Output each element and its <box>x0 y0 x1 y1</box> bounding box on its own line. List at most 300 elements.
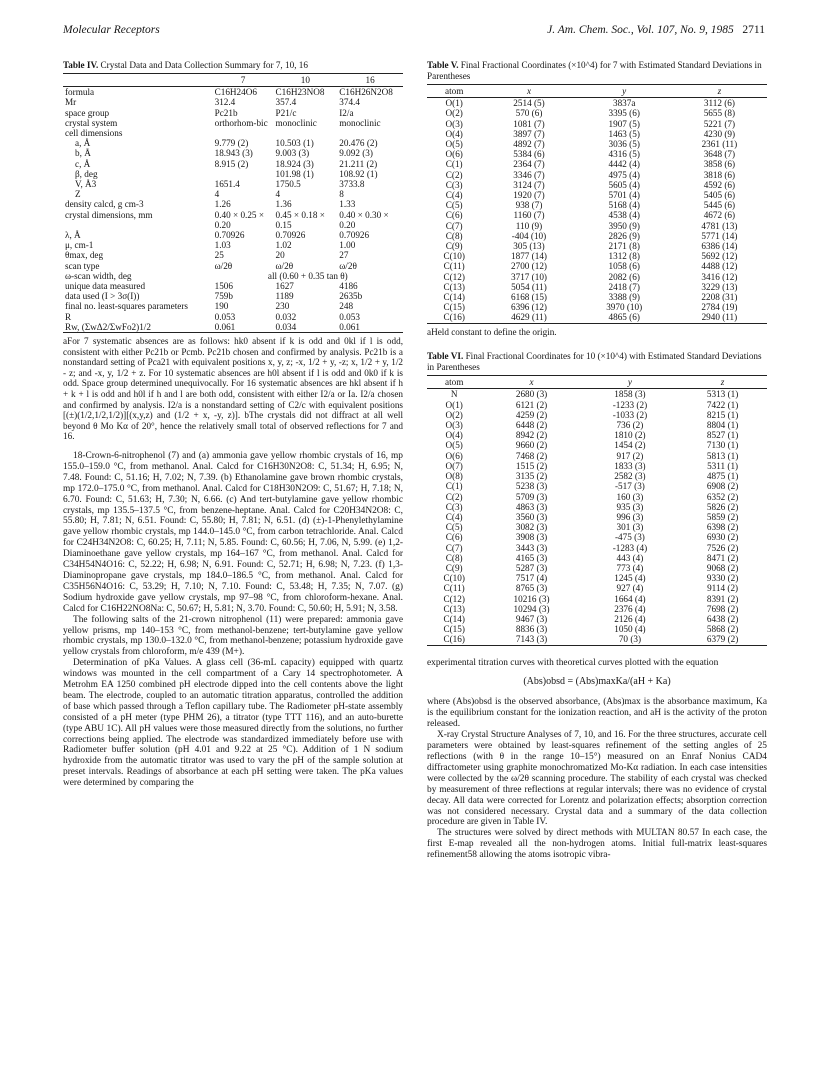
table5-cell: 5221 (7) <box>703 118 736 129</box>
table6-cell: 6438 (2) <box>706 613 739 624</box>
table6-cell: 4875 (1) <box>706 471 739 482</box>
journal-volume: Vol. 107, No. 9, 1985 <box>636 24 734 36</box>
table5-row <box>427 261 767 271</box>
table6-row <box>427 410 767 420</box>
table6-cell: 2582 (3) <box>614 471 646 482</box>
table5-cell: C(10) <box>443 251 465 262</box>
table4-cell: θmax, deg <box>65 250 104 261</box>
table5-cell: 5605 (4) <box>608 179 640 190</box>
table4-cell: 0.061 <box>213 322 274 333</box>
table5-cell: C(4) <box>445 190 463 201</box>
table5-cell: 938 (7) <box>515 200 543 211</box>
table4-cell: C16H24O6 <box>214 87 257 98</box>
table5-cell: C(14) <box>443 292 465 303</box>
table4-cell: 357.4 <box>275 97 297 108</box>
table5-cell: 2940 (11) <box>672 312 767 323</box>
right-paragraph-3: X-ray Crystal Structure Analyses of 7, 10, and 16. For the three structures, accurate cell parameters were obtained by least-squares refinement of the setting angles of 25 reflections (with θ in the range 10–15°) measured on an Enraf Nonius CAD4 diffractometer using graphite monochromatized Mo-Kα radiation. In each case intensities were collected by the ω/2θ scanning procedure. The stability of each crystal was checked by measurement of three reflections at regular intervals; there was no evidence of crystal decay. All data were corrected for Lorentz and polarization effects; absorption correction was not considered necessary. Crystal data and a summary of the data collection procedure are given in Table IV. <box>427 730 767 828</box>
table5-cell: 4865 (6) <box>577 312 672 323</box>
table4-cell: I2/a <box>339 107 354 118</box>
table6-cell: 1515 (2) <box>515 460 548 471</box>
table6-cell: 5238 (3) <box>515 481 548 492</box>
table5-cell: 3818 (6) <box>703 169 736 180</box>
table6-cell: 8391 (2) <box>706 593 739 604</box>
table5-cell: 5692 (12) <box>701 251 738 262</box>
table5-cell: 3124 (7) <box>513 179 545 190</box>
table6-cell: 5813 (1) <box>706 450 739 461</box>
table5-cell: 2700 (12) <box>511 261 547 272</box>
right-paragraph-1: experimental titration curves with theoretical curves plotted with the equation <box>427 657 719 668</box>
table6-cell: 8765 (3) <box>515 583 548 594</box>
table5-cell: 3648 (7) <box>703 149 736 160</box>
table6-row <box>427 451 767 461</box>
table4-cell: 27 <box>339 250 349 261</box>
table6-cell: 5709 (3) <box>515 491 548 502</box>
table6-cell: 6448 (2) <box>515 420 548 431</box>
table6-row <box>427 502 767 512</box>
table4-cell: scan type <box>65 260 100 271</box>
table4-cell: 4186 <box>339 281 358 292</box>
table5-cell: C(13) <box>443 281 465 292</box>
table6-column-header: y <box>582 376 678 389</box>
table6-cell: 6352 (2) <box>706 491 739 502</box>
table4-cell: 9.003 (3) <box>275 148 310 159</box>
table4-cell: 0.40 × 0.30 × 0.20 <box>339 209 389 230</box>
table4-cell: b, Å <box>75 148 91 159</box>
table5-cell: 2784 (19) <box>701 302 738 313</box>
table5-cell: 1058 (6) <box>608 261 640 272</box>
table4-cell: 1506 <box>214 281 233 292</box>
table5-column-header: x <box>481 85 576 98</box>
table6-cell: 6379 (2) <box>678 634 767 645</box>
table4-cell: 1.02 <box>275 240 292 251</box>
table6-cell: 4863 (3) <box>515 501 548 512</box>
table6-cell: 6398 (2) <box>706 522 739 533</box>
table6-row <box>427 573 767 583</box>
table5-cell: 1877 (14) <box>511 251 547 262</box>
table4-cell: Rw, (ΣwΔ2/ΣwFo2)1/2 <box>63 322 213 333</box>
table4-cell: 248 <box>339 301 354 312</box>
table5-cell: 5771 (14) <box>701 230 738 241</box>
table6-cell: 6908 (2) <box>706 481 739 492</box>
table6-row <box>427 400 767 410</box>
table5-cell: C(2) <box>445 169 463 180</box>
table5-row <box>427 180 767 190</box>
table4-row <box>63 199 403 209</box>
table6-cell: 3135 (2) <box>515 471 548 482</box>
table6-cell: 160 (3) <box>616 491 644 502</box>
table5-cell: 4538 (4) <box>608 210 640 221</box>
table5-cell: 4975 (4) <box>608 169 640 180</box>
table5-row <box>427 108 767 118</box>
table6-cell: C(11) <box>443 583 465 594</box>
table6-row <box>427 553 767 563</box>
table5-row <box>427 312 767 323</box>
table4-cell: 18.943 (3) <box>214 148 253 159</box>
table5-cell: 4781 (13) <box>701 220 738 231</box>
table5-cell: 1463 (5) <box>608 128 640 139</box>
table4-row <box>63 230 403 240</box>
table6-row <box>427 532 767 542</box>
table4-cell: 21.211 (2) <box>339 158 378 169</box>
table6-cell: 8471 (2) <box>706 552 739 563</box>
table4-cell: 230 <box>275 301 290 312</box>
table4-column-header: 16 <box>337 74 403 87</box>
table5-cell: 5655 (8) <box>703 108 736 119</box>
table6-row <box>427 522 767 532</box>
table5-row <box>427 231 767 241</box>
table6-cell: C(1) <box>445 481 463 492</box>
table6-cell: -1233 (2) <box>612 399 648 410</box>
table5-cell: 4488 (12) <box>701 261 738 272</box>
table4-cell: 1.03 <box>214 240 231 251</box>
table4-cell: Mr <box>65 97 77 108</box>
table5-cell: 5445 (6) <box>703 200 736 211</box>
table4-cell <box>213 128 274 138</box>
table5-row <box>427 251 767 261</box>
table6-cell: 7698 (2) <box>706 603 739 614</box>
table4 <box>63 73 403 333</box>
table6-cell: 5311 (1) <box>707 460 739 471</box>
table4-cell: ω/2θ <box>214 260 233 271</box>
table6-cell: 7526 (2) <box>706 542 739 553</box>
table5-cell: C(7) <box>445 220 463 231</box>
table5-cell: 3717 (10) <box>511 271 547 282</box>
table5-cell: 4316 (5) <box>608 149 640 160</box>
table4-row <box>63 250 403 260</box>
table5-cell: 2514 (5) <box>513 98 545 109</box>
table5-cell: 1081 (7) <box>513 118 545 129</box>
running-header-left: Molecular Receptors <box>63 24 160 36</box>
table6-cell: 1833 (3) <box>614 460 646 471</box>
table4-cell: 0.061 <box>337 322 403 333</box>
table4-cell <box>337 128 403 138</box>
left-body-text <box>63 451 403 789</box>
table6-cell: C(12) <box>443 593 465 604</box>
table5-cell: 6386 (14) <box>701 241 738 252</box>
table5-cell: 1920 (7) <box>513 190 545 201</box>
table4-cell: 1627 <box>275 281 294 292</box>
table4-cell: crystal dimensions, mm <box>65 209 153 220</box>
table4-cell: 8 <box>339 189 344 200</box>
table5-cell: 1160 (7) <box>513 210 545 221</box>
table4-row <box>63 159 403 169</box>
table4-cell: 0.034 <box>274 322 338 333</box>
table6-row <box>427 492 767 502</box>
table4-cell: data used (I > 3σ(I)) <box>65 291 140 302</box>
table6-cell: 935 (3) <box>616 501 644 512</box>
table6-row <box>427 594 767 604</box>
table6-cell: 8215 (1) <box>706 409 739 420</box>
table4-cell: all (0.60 + 0.35 tan θ) <box>267 270 348 281</box>
table4-cell: Pc21b <box>214 107 238 118</box>
table5-cell: 2208 (31) <box>701 292 738 303</box>
table4-cell: R <box>65 311 72 322</box>
table6-cell: 3908 (3) <box>515 532 548 543</box>
table6-cell: 10216 (3) <box>513 593 550 604</box>
table6-cell: O(4) <box>445 430 463 441</box>
table5-caption <box>427 60 767 82</box>
table6-cell: -475 (3) <box>615 532 645 543</box>
table4-row <box>63 281 403 291</box>
table4-cell: 20.476 (2) <box>339 138 378 149</box>
table5-cell: C(8) <box>445 230 463 241</box>
table5-cell: 3112 (6) <box>703 98 735 109</box>
left-paragraph: 18-Crown-6-nitrophenol (7) and (a) ammonia gave yellow rhombic crystals of 16, mp 155.0–159.0 °C, from methanol. Anal. Calcd for C16H30N2O8: C, 51.34; H, 6.95; N, 7.48. Found: C, 51.16; H, 7.02; N, 7.39. (b) Ethanolamine gave brown rhombic crystals, mp 172.0–175.0 °C, from methanol. Anal. Calcd for C18H30N2O9: C, 51.67; H, 7.18; N, 6.70. Found: C, 51.63; H, 7.30; N, 6.66. (c) And tert-butylamine gave yellow rhombic crystals, mp 135.5–137.5 °C, from benzene-heptane. Anal. Calcd for C20H34N2O8: C, 55.80; H, 7.81; N, 6.51. Found: C, 55.80; H, 7.81; N, 6.51. (d) (±)-1-Phenylethylamine gave yellow rhombic crystals, mp 144.0–145.0 °C, from carbon tetrachloride. Anal. Calcd for C24H34N2O8: C, 60.25; H, 7.11; N, 5.85. Found: C, 60.56; H, 7.06, N, 5.99. (e) 1,2-Diaminoethane gave yellow crystals, mp 164–167 °C, from methanol. Anal. Calcd for C34H54N4O16: C, 52.22; H, 6.98; N, 6.91. Found: C, 52.71; H, 6.98; N, 7.23. (f) 1,3-Diaminopropane gave crystals, mp 184.0–186.5 °C, from methanol. Anal. Calcd for C35H56N4O16: C, 53.29; H, 7.10; N, 7.10. Found: C, 53.48; H, 7.35; N, 7.07. (g) Sodium hydroxide gave yellow crystals, mp 97–98 °C, from chloroform-hexane. Anal. Calcd for C16H22NO8Na: C, 50.67; H, 5.81; N, 3.70. Found: C, 50.60; H, 5.91; N, 3.58. <box>63 451 403 614</box>
table4-cell: ω/2θ <box>339 260 357 271</box>
table6-cell: 5826 (2) <box>706 501 739 512</box>
table4-cell: 3733.8 <box>339 179 365 190</box>
table4-row <box>63 108 403 118</box>
table4-cell: 1651.4 <box>214 179 240 190</box>
table4-cell: 9.092 (3) <box>339 148 373 159</box>
table5-cell: C(9) <box>445 241 463 252</box>
table5-cell: 2364 (7) <box>513 159 545 170</box>
table6-cell: 301 (3) <box>616 522 644 533</box>
table5-cell: 6396 (12) <box>511 302 547 313</box>
equation: (Abs)obsd = (Abs)maxKa/(aH + Ka) <box>523 676 671 688</box>
table5-cell: 5168 (4) <box>608 200 640 211</box>
table4-title: Crystal Data and Data Collection Summary for 7, 10, 16 <box>100 60 308 70</box>
table4-cell: 0.70926 <box>275 230 306 241</box>
table6-cell: O(5) <box>445 440 463 451</box>
table6-row <box>427 389 767 400</box>
table5-cell: C(5) <box>445 200 463 211</box>
table6-row <box>427 604 767 614</box>
table6-column-header: atom <box>427 376 481 389</box>
table6-cell: 1245 (4) <box>614 573 646 584</box>
table6-row <box>427 430 767 440</box>
table6-row <box>427 634 767 645</box>
table6-cell: 1454 (2) <box>614 440 646 451</box>
table4-row <box>63 169 403 179</box>
table6-cell: O(8) <box>445 471 463 482</box>
table6-label: Table VI. <box>427 351 464 362</box>
table5-footnote: aHeld constant to define the origin. <box>427 326 557 337</box>
table6 <box>427 375 767 645</box>
table4-cell: 0.70926 <box>339 230 370 241</box>
table5-row <box>427 129 767 139</box>
table6-cell: 8804 (1) <box>706 420 739 431</box>
table4-row <box>63 87 403 98</box>
table6-cell: O(7) <box>445 460 463 471</box>
table6-row <box>427 512 767 522</box>
table5-row <box>427 241 767 251</box>
table5-row <box>427 282 767 292</box>
table5-cell: 4629 (11) <box>481 312 576 323</box>
table4-footnote: aFor 7 systematic absences are as follows: hk0 absent if k is odd and 0kl if l is odd, consistent with either Pc21b or Pcmb. Pc21b chosen and confirmed by analysis. Pc21b is a nonstandard setting of Pca21 with equivalent positions x, y, z; -x, 1/2 + y, -z; x, 1/2 + y, 1/2 - z; and -x, y, 1/2 + z. For 10 systematic absences are h0l absent if l is odd and 0k0 if k is odd. Space group determined unequivocally. For 16 systematic absences are hkl absent if h + k + l is odd and h0l if h and l are both odd, consistent with either I2/a or Ia. I2/a chosen and confirmed by analysis. I2/a is a nonstandard setting of C2/c with equivalent positions [(±)(1/2,1/2,1/2)][(x,y,z) and (1/2 + x, -y, z)]. bThe crystals did not diffract at all well beyond θ Mo Kα of 20°, hence the relatively small total of observed reflections for 7 and 16. <box>63 336 403 442</box>
table4-cell: 8.915 (2) <box>214 158 249 169</box>
table5-cell: O(3) <box>445 118 463 129</box>
page-number: 2711 <box>742 24 765 36</box>
table4-cell: ω/2θ <box>275 260 294 271</box>
table4-cell: 1750.5 <box>275 179 301 190</box>
table6-cell: 5859 (2) <box>706 511 739 522</box>
table4-row <box>63 189 403 199</box>
table6-cell: N <box>450 389 458 400</box>
table6-cell: 4259 (2) <box>515 409 548 420</box>
table6-row <box>427 563 767 573</box>
table5-row <box>427 159 767 169</box>
table4-cell: 0.70926 <box>214 230 245 241</box>
table6-row <box>427 624 767 634</box>
table5-cell: 3970 (10) <box>606 302 643 313</box>
table5 <box>427 84 767 324</box>
table6-cell: 3443 (3) <box>515 542 548 553</box>
right-paragraph-4: The structures were solved by direct methods with MULTAN 80.57 In each case, the first E-map revealed all the non-hydrogen atoms. Initial full-matrix least-squares refinement58 allowing the atoms isotropic vibra- <box>427 828 767 861</box>
table4-row <box>63 210 403 230</box>
table6-cell: C(8) <box>445 552 463 563</box>
table5-cell: C(12) <box>443 271 465 282</box>
table5-row <box>427 210 767 220</box>
table6-title: Final Fractional Coordinates for 10 (×10^4) with Estimated Standard Deviations in Parentheses <box>427 351 762 373</box>
table6-cell: 3560 (3) <box>515 511 548 522</box>
table4-cell: 10.503 (1) <box>275 138 314 149</box>
table5-row <box>427 292 767 302</box>
table6-cell: C(16) <box>427 634 481 645</box>
left-paragraph: The following salts of the 21-crown nitrophenol (11) were prepared: ammonia gave yellow prisms, mp 140–153 °C, from methanol-benzene; tert-butylamine gave yellow rhombic crystals, mp 130.0–132.0 °C, from methanol-benzene; potassium hydroxide gave yellow crystals from chloroform, m/e 439 (M+). <box>63 614 403 658</box>
table4-cell: 1.26 <box>214 199 231 210</box>
table4-label: Table IV. <box>63 60 99 70</box>
table6-caption <box>427 351 767 373</box>
table4-cell: crystal system <box>65 117 118 128</box>
table6-cell: -517 (3) <box>615 481 645 492</box>
table6-cell: C(5) <box>445 522 463 533</box>
table5-row <box>427 190 767 200</box>
table6-row <box>427 614 767 624</box>
table4-cell <box>213 169 274 179</box>
table6-row <box>427 420 767 430</box>
table5-cell: 1312 (8) <box>608 251 640 262</box>
table4-cell: λ, Å <box>65 230 81 241</box>
table6-cell: 443 (4) <box>616 552 644 563</box>
table6-cell: C(2) <box>445 491 463 502</box>
table4-cell: monoclinic <box>339 117 381 128</box>
table5-title: Final Fractional Coordinates (×10^4) for 7 with Estimated Standard Deviations in Parentheses <box>427 60 762 81</box>
table5-cell: 305 (13) <box>513 241 545 252</box>
table4-caption <box>63 60 403 71</box>
table4-cell: 374.4 <box>339 97 360 108</box>
right-paragraph-2: where (Abs)obsd is the observed absorbance, (Abs)max is the absorbance maximum, Ka is the equilibrium constant for the ionization reaction, and aH is the activity of the proton released. <box>427 697 767 730</box>
table5-cell: 3229 (13) <box>701 281 738 292</box>
table4-cell: 4 <box>214 189 220 200</box>
table4-cell <box>274 128 338 138</box>
table5-cell: 2418 (7) <box>608 281 640 292</box>
table4-cell: 1.36 <box>275 199 292 210</box>
table5-cell: O(5) <box>445 139 463 150</box>
table5-cell: 2826 (9) <box>608 230 640 241</box>
table5-cell: C(15) <box>443 302 465 313</box>
table6-cell: 8527 (1) <box>706 430 739 441</box>
table6-cell: 1810 (2) <box>614 430 646 441</box>
table5-cell: 3837a <box>612 98 636 109</box>
table6-cell: O(1) <box>445 399 463 410</box>
table5-cell: C(6) <box>445 210 463 221</box>
table6-cell: C(15) <box>443 624 465 635</box>
table6-cell: 3082 (3) <box>515 522 548 533</box>
table4-cell: formula <box>65 87 95 98</box>
table4-cell: 20 <box>275 250 285 261</box>
table6-cell: 736 (2) <box>616 420 644 431</box>
table4-cell: monoclinic <box>275 117 317 128</box>
table5-cell: C(16) <box>427 312 481 323</box>
table4-cell: 9.779 (2) <box>214 138 249 149</box>
table6-cell: 7422 (1) <box>706 399 739 410</box>
table5-label: Table V. <box>427 60 459 70</box>
table4-cell: 0.053 <box>214 311 236 322</box>
table6-cell: 2126 (4) <box>614 613 646 624</box>
table4-cell: cell dimensions <box>65 128 123 139</box>
table6-cell: -1283 (4) <box>612 542 648 553</box>
table6-cell: 10294 (3) <box>513 603 550 614</box>
table5-cell: 4892 (7) <box>513 139 545 150</box>
table6-cell: 8942 (2) <box>515 430 548 441</box>
running-header-right <box>547 24 765 36</box>
table4-cell: 18.924 (3) <box>275 158 314 169</box>
table6-cell: 2376 (4) <box>614 603 646 614</box>
table6-cell: 1664 (4) <box>614 593 646 604</box>
table6-cell: 6121 (2) <box>515 399 548 410</box>
table5-row <box>427 200 767 210</box>
table5-row <box>427 170 767 180</box>
table6-cell: C(13) <box>443 603 465 614</box>
table4-cell: 2635b <box>339 291 363 302</box>
table5-row <box>427 272 767 282</box>
table6-cell: 996 (3) <box>616 511 644 522</box>
table4-row <box>63 271 403 281</box>
right-column <box>427 60 767 861</box>
table5-cell: 3897 (7) <box>513 128 545 139</box>
table4-cell: 312.4 <box>214 97 236 108</box>
table6-cell: 6930 (2) <box>706 532 739 543</box>
table5-cell: C(3) <box>445 179 463 190</box>
table4-cell: C16H23NO8 <box>275 87 325 98</box>
table4-column-header: 10 <box>274 74 338 87</box>
table5-cell: 5054 (11) <box>511 281 547 292</box>
table4-cell: C16H26N2O8 <box>339 87 393 98</box>
table6-cell: C(10) <box>443 573 465 584</box>
table6-cell: C(6) <box>445 532 463 543</box>
table5-cell: O(6) <box>445 149 463 160</box>
table4-row <box>63 148 403 158</box>
table6-cell: 2680 (3) <box>515 389 548 400</box>
table6-cell: O(2) <box>445 409 463 420</box>
table6-row <box>427 583 767 593</box>
table5-row <box>427 98 767 109</box>
table6-cell: O(3) <box>445 420 463 431</box>
table5-cell: 4230 (9) <box>703 128 736 139</box>
left-paragraph: Determination of pKa Values. A glass cell (36-mL capacity) equipped with quartz windows was mounted in the cell compartment of a Cary 14 spectrophotometer. A Metrohm EA 1250 combined pH electrode dipped into the cell contents above the light beam. The electrode, coupled to an automatic titration apparatus, controlled the addition of base which passed through a Teflon capillary tube. The Radiometer pH-state assembly consisted of a pH meter (type PHM 26), a titrator (type TTT 116), and an auto-burette (type ABU 1C). All pH values were those measured directly from the solutions, no further corrections being applied. The electrode was standardized immediately before use with Radiometer buffer solution (pH 4.01 and 9.22 at 25 °C). Addition of 1 N sodium hydroxide from the automatic titrator was used to vary the pH of the sample solution at preset intervals. Readings of absorbance at each pH setting were taken. The pKa values were determined by comparing the <box>63 658 403 789</box>
table6-cell: 7517 (4) <box>515 573 548 584</box>
table5-cell: 3395 (6) <box>608 108 640 119</box>
table4-cell: β, deg <box>75 168 98 179</box>
journal-name: J. Am. Chem. Soc., <box>547 24 634 36</box>
table4-row <box>63 179 403 189</box>
table6-cell: C(3) <box>445 501 463 512</box>
table6-cell: 1050 (4) <box>614 624 646 635</box>
table5-cell: 3388 (9) <box>608 292 640 303</box>
table6-cell: C(7) <box>445 542 463 553</box>
table4-cell: 0.45 × 0.18 × 0.15 <box>275 209 325 230</box>
table5-cell: 5384 (6) <box>513 149 545 160</box>
table5-cell: C(1) <box>445 159 463 170</box>
left-column <box>63 60 403 789</box>
table6-cell: C(9) <box>445 562 463 573</box>
table6-cell: 9068 (2) <box>706 562 739 573</box>
table4-row <box>63 312 403 322</box>
table4-cell: 1189 <box>275 291 294 302</box>
table4-cell: 108.92 (1) <box>339 168 378 179</box>
table4-cell: orthorhom-bic <box>214 117 268 128</box>
